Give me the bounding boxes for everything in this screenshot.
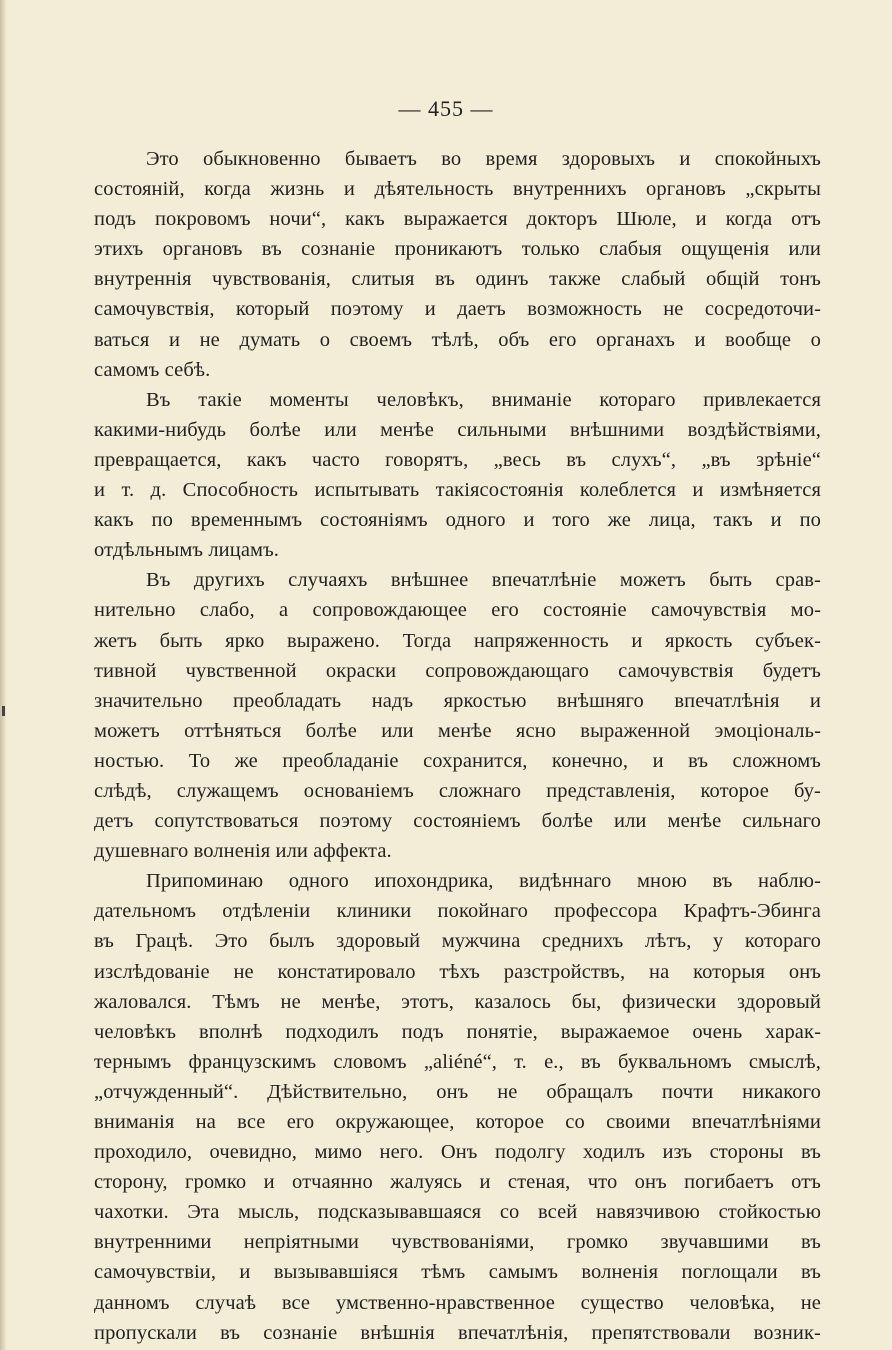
text-line: вниманія на все его окружающее, которое со своими впечатлѣніями <box>94 1111 821 1133</box>
text-line: превращается, какъ часто говорятъ, „весь въ слухъ“, „въ зрѣніе“ <box>94 448 821 471</box>
text-line: жетъ быть ярко выражено. Тогда напряженность и яркость субъек- <box>94 629 821 652</box>
paragraph-2 <box>94 385 821 566</box>
paragraph-1 <box>94 144 821 385</box>
text-line: въ Грацѣ. Это былъ здоровый мужчина среднихъ лѣтъ, у котораго <box>94 930 821 953</box>
text-line: ваться и не думать о своемъ тѣлѣ, объ его органахъ и вообще о <box>94 328 821 351</box>
text-line: какими-нибудь болѣе или менѣе сильными внѣшними воздѣйствіями, <box>94 418 821 441</box>
text-line: состояній, когда жизнь и дѣятельность внутреннихъ органовъ „скрыты <box>94 178 821 201</box>
text-line: отдѣльнымъ лицамъ. <box>94 539 280 562</box>
text-line: Въ другихъ случаяхъ внѣшнее впечатлѣніе можетъ быть срав- <box>146 569 821 592</box>
text-line: чахотки. Эта мысль, подсказывавшаяся со всей навязчивою стойкостью <box>94 1201 821 1224</box>
text-line: слѣдѣ, служащемъ основаніемъ сложнаго представленія, которое бу- <box>94 779 821 802</box>
text-line: нительно слабо, а сопровождающее его состояніе самочувствія мо- <box>94 599 821 622</box>
text-line: изслѣдованіе не констатировало тѣхъ разстройствъ, на которыя онъ <box>94 960 821 983</box>
text-line: внутреннія чувствованія, слитыя въ одинъ также слабый общій тонъ <box>94 268 821 291</box>
text-line: какъ по временнымъ состояніямъ одного и того же лица, такъ и по <box>94 509 821 532</box>
text-line: подъ покровомъ ночи“, какъ выражается докторъ Шюле, и когда отъ <box>94 208 821 231</box>
text-line: сторону, громко и отчаянно жалуясь и стеная, что онъ погибаетъ отъ <box>94 1171 821 1194</box>
text-line: „отчужденный“. Дѣйствительно, онъ не обращалъ почти никакого <box>94 1080 821 1103</box>
paragraph-4 <box>94 866 821 1348</box>
text-line: детъ сопутствоваться поэтому состояніемъ болѣе или менѣе сильнаго <box>94 810 821 833</box>
text-line: проходило, очевидно, мимо него. Онъ подолгу ходилъ изъ стороны въ <box>94 1141 821 1164</box>
page-number: — 455 — <box>398 96 494 121</box>
text-line: пропускали въ сознаніе внѣшнія впечатлѣнія, препятствовали возник- <box>94 1321 821 1344</box>
text-line: ностью. То же преобладаніе сохранится, конечно, и въ сложномъ <box>94 749 821 772</box>
text-line: данномъ случаѣ все умственно-нравственное существо человѣка, не <box>94 1291 821 1314</box>
margin-mark <box>2 706 5 716</box>
text-line: человѣкъ вполнѣ подходилъ подъ понятіе, выражаемое очень харак- <box>94 1020 821 1043</box>
text-line: можетъ оттѣняться болѣе или менѣе ясно выраженной эмоціональ- <box>94 719 821 742</box>
text-line: значительно преобладать надъ яркостью внѣшняго впечатлѣнія и <box>94 689 821 712</box>
text-line: и т. д. Способность испытывать такіясостоянія колеблется и измѣняется <box>94 479 821 502</box>
text-line: тернымъ французскимъ словомъ „aliéné“, т. е., въ буквальномъ смыслѣ, <box>94 1050 821 1073</box>
text-line: жаловался. Тѣмъ не менѣе, этотъ, казалось бы, физически здоровый <box>94 990 821 1013</box>
text-line: тивной чувственной окраски сопровождающаго самочувствія будетъ <box>94 659 821 682</box>
text-line: Это обыкновенно бываетъ во время здоровыхъ и спокойныхъ <box>146 148 821 170</box>
paragraph-3 <box>94 565 821 866</box>
text-line: душевнаго волненія или аффекта. <box>94 840 392 863</box>
text-line: Въ такіе моменты человѣкъ, вниманіе котораго привлекается <box>146 388 821 411</box>
text-line: Припоминаю одного ипохондрика, видѣннаго мною въ наблю- <box>146 870 821 893</box>
text-line: самочувствія, который поэтому и даетъ возможность не сосредоточи- <box>94 298 821 321</box>
body-text <box>94 144 821 1348</box>
page-edge <box>0 0 6 1350</box>
text-line: самомъ себѣ. <box>94 358 211 381</box>
text-line: дательномъ отдѣленіи клиники покойнаго профессора Крафтъ-Эбинга <box>94 900 821 923</box>
text-line: внутренними непріятными чувствованіями, громко звучавшими въ <box>94 1231 821 1254</box>
text-line: этихъ органовъ въ сознаніе проникаютъ только слабыя ощущенія или <box>94 238 821 261</box>
text-line: самочувствіи, и вызывавшіяся тѣмъ самымъ волненія поглощали въ <box>94 1261 821 1284</box>
